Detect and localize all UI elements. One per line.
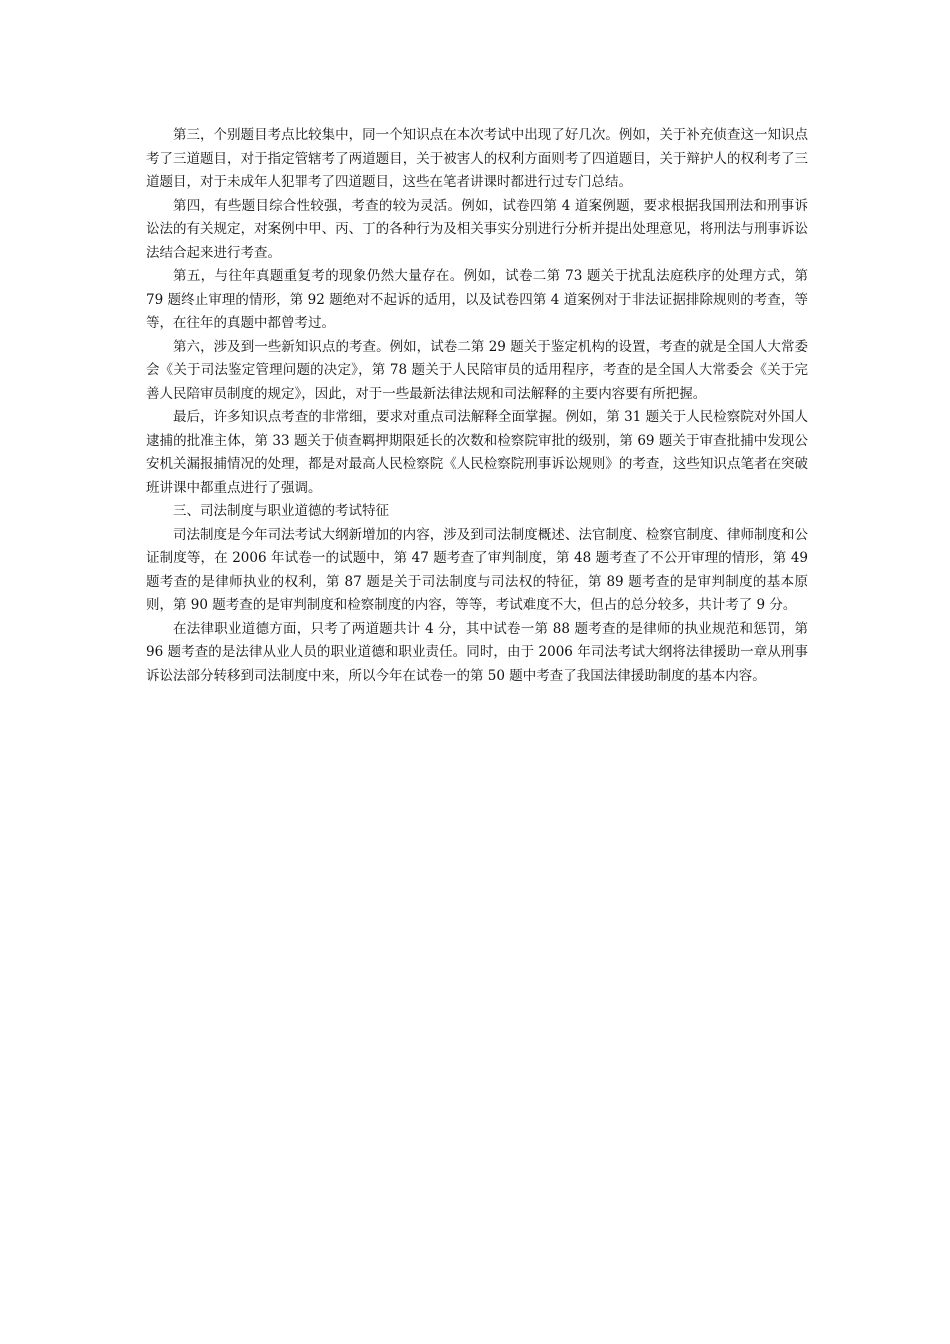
paragraph-professional-ethics: 在法律职业道德方面，只考了两道题共计 4 分，其中试卷一第 88 题考查的是律师的执业规范和惩罚，第 96 题考查的是法律从业人员的职业道德和职业责任。同时，由于 2006 年司法考试大纲将法律援助一章从刑事诉讼法部分转移到司法制度中来，所以今年在试卷一的第 50 题中考查了我国法律援助制度的基本内容。 bbox=[146, 620, 808, 684]
paragraph-sixth-point: 第六，涉及到一些新知识点的考查。例如，试卷二第 29 题关于鉴定机构的设置，考查的就是全国人大常委会《关于司法鉴定管理问题的决定》，第 78 题关于人民陪审员的适用程序，考查的是全国人大常委会《关于完善人民陪审员制度的规定》，因此，对于一些最新法律法规和司法解释的主要内容要有所把握。 bbox=[146, 338, 808, 402]
paragraph-finally: 最后，许多知识点考查的非常细，要求对重点司法解释全面掌握。例如，第 31 题关于人民检察院对外国人逮捕的批准主体，第 33 题关于侦查羁押期限延长的次数和检察院审批的级别，第 69 题关于审查批捕中发现公安机关漏报捕情况的处理，都是对最高人民检察院《人民检察院刑事诉讼规则》的考查，这些知识点笔者在突破班讲课中都重点进行了强调。 bbox=[146, 409, 808, 496]
paragraph-judicial-system: 司法制度是今年司法考试大纲新增加的内容，涉及到司法制度概述、法官制度、检察官制度、律师制度和公证制度等，在 2006 年试卷一的试题中，第 47 题考查了审判制度，第 48 题考查了不公开审理的情形，第 49 题考查的是律师执业的权利，第 87 题是关于司法制度与司法权的特征，第 89 题考查的是审判制度的基本原则，第 90 题考查的是审判制度和检察制度的内容，等等，考试难度不大，但占的总分较多，共计考了 9 分。 bbox=[146, 526, 808, 613]
paragraph-third-point: 第三，个别题目考点比较集中，同一个知识点在本次考试中出现了好几次。例如，关于补充侦查这一知识点考了三道题目，对于指定管辖考了两道题目，关于被害人的权利方面则考了四道题目，关于辩护人的权利考了三道题目，对于未成年人犯罪考了四道题目，这些在笔者讲课时都进行过专门总结。 bbox=[146, 127, 808, 190]
section-heading: 三、司法制度与职业道德的考试特征 bbox=[173, 503, 389, 519]
paragraph-fourth-point: 第四，有些题目综合性较强，考查的较为灵活。例如，试卷四第 4 道案例题，要求根据我国刑法和刑事诉讼法的有关规定，对案例中甲、丙、丁的各种行为及相关事实分别进行分析并提出处理意见，将刑法与刑事诉讼法结合起来进行考查。 bbox=[146, 197, 808, 261]
paragraph-fifth-point: 第五，与往年真题重复考的现象仍然大量存在。例如，试卷二第 73 题关于扰乱法庭秩序的处理方式，第 79 题终止审理的情形，第 92 题绝对不起诉的适用，以及试卷四第 4 道案例对于非法证据排除规则的考查，等等，在往年的真题中都曾考过。 bbox=[146, 268, 808, 331]
document-body bbox=[146, 124, 808, 688]
